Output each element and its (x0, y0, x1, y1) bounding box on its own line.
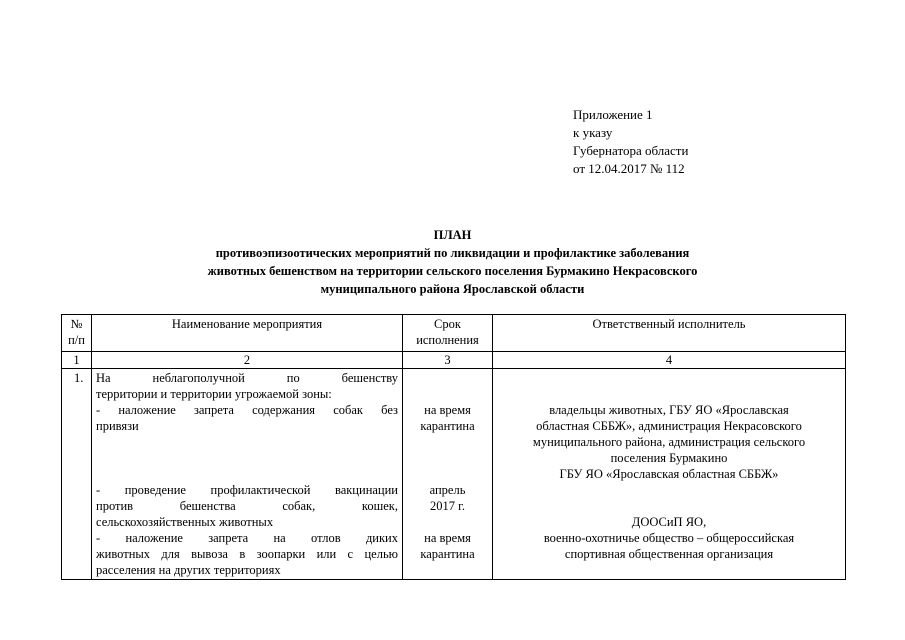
title-line: животных бешенством на территории сельского поселения Бурмакино Некрасовского (207, 264, 698, 278)
row-text: на время (424, 531, 471, 545)
row-text: против бешенства собак, кошек, (96, 499, 398, 513)
row-text: военно-охотничье общество – общероссийская (543, 531, 795, 545)
appendix-line: от 12.04.2017 № 112 (573, 161, 685, 176)
row-text: поселения Бурмакино (610, 451, 728, 465)
row-name-cell (92, 369, 403, 580)
col-number: 4 (493, 352, 846, 369)
row-text: апрель (429, 483, 466, 497)
appendix-line: к указу (573, 125, 613, 140)
row-text: На неблагополучной по бешенству (96, 371, 398, 385)
row-text: карантина (420, 419, 475, 433)
row-text: владельцы животных, ГБУ ЯО «Ярославская (549, 403, 789, 417)
row-text: привязи (96, 419, 139, 433)
title-line: муниципального района Ярославской области (320, 282, 585, 296)
row-text: спортивная общественная организация (564, 547, 774, 561)
row-text: ГБУ ЯО «Ярославская областная СББЖ» (559, 467, 779, 481)
row-text: 2017 г. (430, 499, 465, 513)
document-title (60, 226, 845, 298)
row-text: муниципального района, администрация сельского (532, 435, 806, 449)
row-text: животных для вывоза в зоопарки или с целью (96, 547, 398, 561)
header-term: Срок исполнения (403, 315, 493, 352)
row-text: - наложение запрета на отлов диких (96, 531, 398, 545)
row-text: расселения на других территориях (96, 563, 281, 577)
row-text: территории и территории угрожаемой зоны: (96, 387, 332, 401)
row-executor-cell (493, 369, 846, 580)
row-text: карантина (420, 547, 475, 561)
appendix-line: Приложение 1 (573, 107, 653, 122)
row-text: ДООСиП ЯО, (631, 515, 707, 529)
table-header-row (62, 315, 846, 352)
table-row (62, 369, 846, 580)
plan-table (61, 314, 846, 580)
row-text: сельскохозяйственных животных (96, 515, 274, 529)
header-name: Наименование мероприятия (92, 315, 403, 352)
row-text: - наложение запрета содержания собак без (96, 403, 398, 417)
col-number: 2 (92, 352, 403, 369)
header-executor: Ответственный исполнитель (493, 315, 846, 352)
row-num: 1. (62, 369, 92, 580)
col-number: 3 (403, 352, 493, 369)
appendix-line: Губернатора области (573, 143, 689, 158)
column-numbers-row (62, 352, 846, 369)
title-heading: ПЛАН (433, 228, 472, 242)
row-text: - проведение профилактической вакцинации (96, 483, 398, 497)
row-term-cell (403, 369, 493, 580)
header-num: № п/п (62, 315, 92, 352)
row-text: на время (424, 403, 471, 417)
appendix-block (573, 106, 688, 178)
col-number: 1 (62, 352, 92, 369)
row-text: областная СББЖ», администрация Некрасовского (536, 419, 802, 433)
title-line: противоэпизоотических мероприятий по ликвидации и профилактике заболевания (215, 246, 690, 260)
